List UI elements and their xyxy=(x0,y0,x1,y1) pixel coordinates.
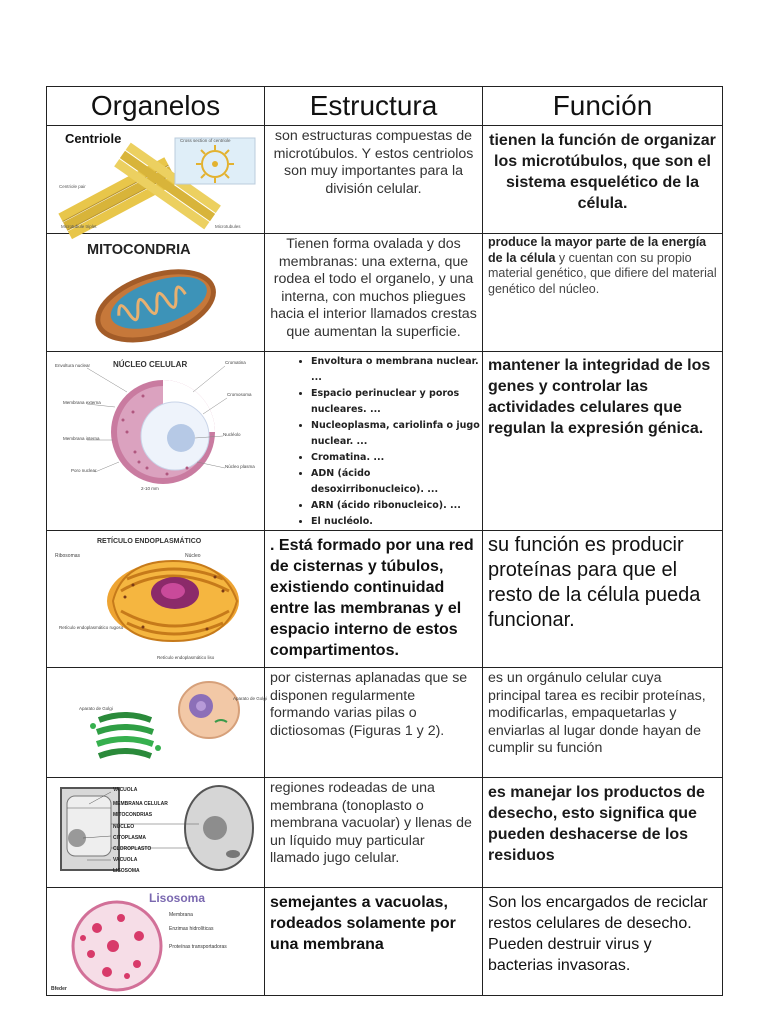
organelle-table xyxy=(46,86,723,996)
estructura-cell xyxy=(265,888,483,996)
list-item: • Envoltura o membrana nuclear. ... xyxy=(311,354,482,386)
vacuole-label: MEMBRANA CELULAR xyxy=(113,801,168,807)
nucleus-label: Cromatina xyxy=(225,360,246,365)
golgi-label: Aparato de Golgi xyxy=(79,706,113,711)
header-estructura: Estructura xyxy=(265,87,483,126)
er-title: RETÍCULO ENDOPLASMÁTICO xyxy=(97,538,202,545)
estructura-cell xyxy=(265,126,483,234)
nucleus-label: Membrana externa xyxy=(63,400,101,405)
lysosome-funcion: Son los encargados de reciclar restos celulares de desecho. Pueden destruir virus y bacterias invasoras. xyxy=(488,894,708,974)
list-item: • Nucleoplasma, cariolinfa o jugo nuclear. ... xyxy=(311,418,482,450)
estructura-cell xyxy=(265,352,483,531)
golgi-estructura: por cisternas aplanadas que se disponen regularmente formando varias pilas o dictiosomas (Figuras 1 y 2). xyxy=(270,670,468,739)
er-estructura: . Está formado por una red de cisternas y túbulos, existiendo continuidad entre las membranas y el espacio interno de estos compartimentos. xyxy=(270,537,474,659)
funcion-cell xyxy=(483,234,723,352)
centriole-funcion: tienen la función de organizar los microtúbulos, que son el sistema esquelético de la célula. xyxy=(489,132,716,212)
estructura-cell xyxy=(265,531,483,668)
lysosome-label: Bfeder xyxy=(51,986,67,992)
list-item: • ADN (ácido desoxirribonucleico). ... xyxy=(311,466,482,498)
lysosome-title: Lisosoma xyxy=(149,891,206,905)
mitochondria-estructura: Tienen forma ovalada y dos membranas: una externa, que rodea el todo el organelo, y una interna, con muchos pliegues hacia el interior llamados crestas que aumentan la superficie. xyxy=(270,236,477,340)
lysosome-label: Proteínas transportadoras xyxy=(169,944,227,950)
vacuole-label: VACUOLA xyxy=(113,857,138,863)
list-item: • Cromatina. ... xyxy=(311,450,482,466)
vacuole-label: CITOPLASMA xyxy=(113,835,146,841)
er-label: Núcleo xyxy=(185,553,201,559)
er-funcion: su función es producir proteínas para que el resto de la célula pueda funcionar. xyxy=(488,534,701,631)
vacuole-estructura: regiones rodeadas de una membrana (tonoplasto o membrana vacuolar) y llenas de un líquido muy particular llamado jugo celular. xyxy=(270,780,472,866)
er-label: Ribosomas xyxy=(55,553,81,559)
header-organelos: Organelos xyxy=(47,87,265,126)
mitochondria-image xyxy=(47,234,265,352)
nucleus-image xyxy=(47,352,265,531)
nucleus-label: Envoltura nuclear xyxy=(55,363,91,368)
vacuole-image xyxy=(47,778,265,888)
mitochondria-funcion xyxy=(483,234,722,299)
table-row xyxy=(47,234,723,352)
centriole-label: Centriole pair xyxy=(59,184,86,189)
table-row xyxy=(47,352,723,531)
er-image xyxy=(47,531,265,668)
lysosome-label: Enzimas hidrolíticas xyxy=(169,926,214,932)
nucleus-label: 2-10 mm xyxy=(141,486,159,491)
mitochondria-title: MITOCONDRIA xyxy=(87,242,191,258)
table-row xyxy=(47,668,723,778)
golgi-image xyxy=(47,668,265,778)
list-item: • El nucléolo. xyxy=(311,514,482,530)
nucleus-title: NÚCLEO CELULAR xyxy=(113,360,188,369)
table-row xyxy=(47,888,723,996)
centriole-image xyxy=(47,126,265,234)
mitochondria-funcion-rest: y cuentan con xyxy=(555,250,637,265)
estructura-cell xyxy=(265,234,483,352)
nucleus-label: Cromosoma xyxy=(227,392,252,397)
vacuole-label: VACUOLA xyxy=(113,787,138,793)
lysosome-estructura: semejantes a vacuolas, rodeados solamente por una membrana xyxy=(270,894,456,953)
list-item: • ARN (ácido ribonucleico). ... xyxy=(311,498,482,514)
funcion-cell xyxy=(483,531,723,668)
er-label: Retículo endoplasmático rugoso xyxy=(59,625,124,630)
nucleus-label: Membrana interna xyxy=(63,436,100,441)
table-row xyxy=(47,778,723,888)
golgi-label: Aparato de Golgi xyxy=(233,696,267,701)
estructura-cell xyxy=(265,778,483,888)
centriole-estructura: son estructuras compuestas de microtúbulos. Y estos centriolos son muy importantes para la división celular. xyxy=(273,128,474,197)
funcion-cell xyxy=(483,668,723,778)
table-row xyxy=(47,126,723,234)
table-row xyxy=(47,531,723,668)
lysosome-image xyxy=(47,888,265,996)
funcion-cell xyxy=(483,778,723,888)
mitochondria-funcion-bold: produce la mayor parte de la energía de la célula xyxy=(488,235,707,265)
funcion-cell xyxy=(483,352,723,531)
centriole-title: Centriole xyxy=(65,131,122,146)
centriole-label: Microtubules xyxy=(215,224,241,229)
funcion-cell xyxy=(483,888,723,996)
mitochondria-funcion-rest: su propio material genético, que difiere del material genético del núcleo. xyxy=(488,250,717,296)
vacuole-label: CLOROPLASTO xyxy=(113,846,152,852)
funcion-cell xyxy=(483,126,723,234)
nucleus-label: Nucléolo xyxy=(223,432,241,437)
centriole-label: Cross section of centriole xyxy=(180,138,231,143)
nucleus-label: Núcleo plasma xyxy=(225,464,255,469)
header-row xyxy=(47,87,723,126)
vacuole-funcion: es manejar los productos de desecho, esto significa que pueden deshacerse de los residuos xyxy=(488,784,705,864)
centriole-label: Microtubule triplet xyxy=(61,224,97,229)
list-item: • Espacio perinuclear y poros nucleares. ... xyxy=(311,386,482,418)
vacuole-label: NÚCLEO xyxy=(113,824,135,830)
vacuole-label: LISOSOMA xyxy=(113,868,140,874)
golgi-funcion: es un orgánulo celular cuya principal tarea es recibir proteínas, modificarlas, empaquetarlas y enviarlas al lugar donde hayan de cumplir su función xyxy=(488,670,706,756)
nucleus-funcion: mantener la integridad de los genes y controlar las actividades celulares que regulan la expresión génica. xyxy=(488,357,711,437)
vacuole-label: MITOCONDRIAS xyxy=(113,812,153,818)
lysosome-label: Membrana xyxy=(169,912,193,918)
header-funcion: Función xyxy=(483,87,723,126)
estructura-cell xyxy=(265,668,483,778)
er-label: Retículo endoplasmático liso xyxy=(157,655,215,660)
nucleus-label: Poro nuclear xyxy=(71,468,97,473)
nucleus-estructura-list xyxy=(265,354,482,530)
